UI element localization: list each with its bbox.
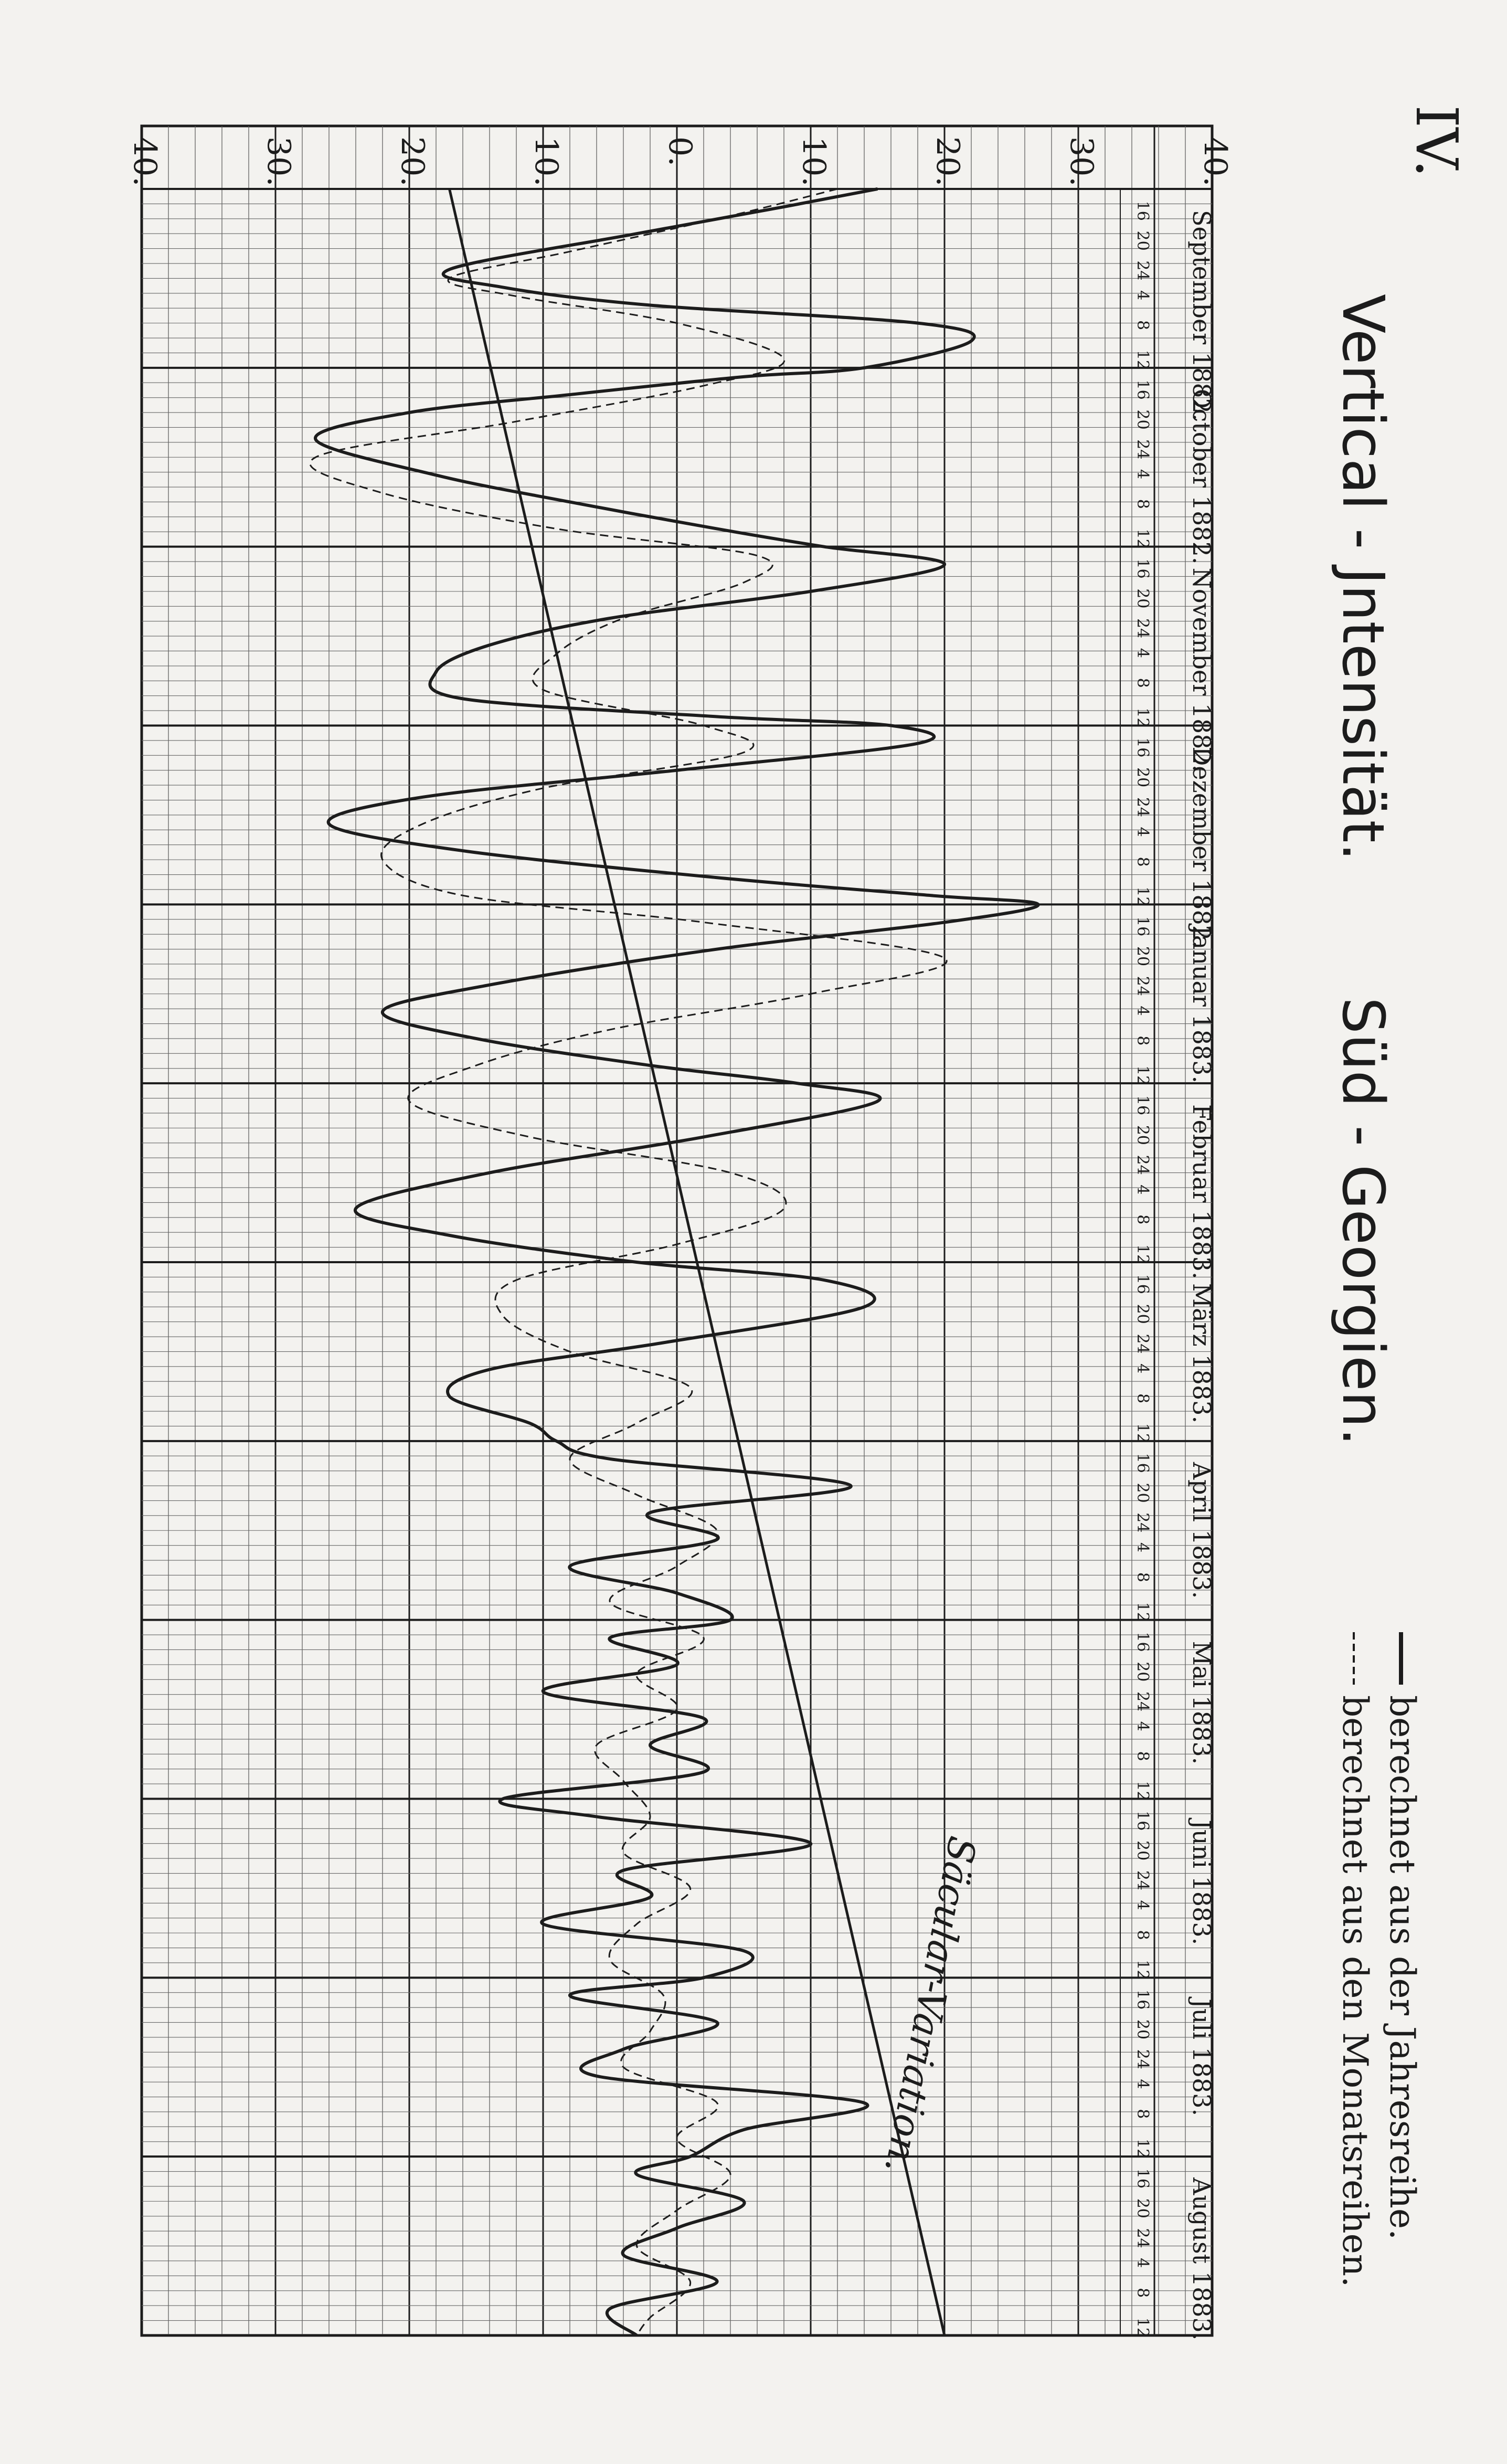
hour-tick-label: 12 (1133, 350, 1152, 370)
hour-tick-label: 24 (1133, 1334, 1152, 1354)
y-tick-label: 30. (260, 136, 297, 187)
hour-tick-label: 24 (1133, 976, 1152, 996)
hour-tick-label: 4 (1133, 1900, 1152, 1910)
hour-tick-label: 20 (1133, 2019, 1152, 2040)
hour-tick-label: 12 (1133, 1065, 1152, 1086)
hour-tick-label: 8 (1133, 1572, 1152, 1582)
hour-tick-label: 12 (1133, 1244, 1152, 1265)
y-tick-label: 30. (1063, 136, 1100, 187)
hour-tick-label: 16 (1133, 1811, 1152, 1831)
hour-tick-label: 12 (1133, 1423, 1152, 1443)
month-label: Dezember 1882. (1187, 746, 1216, 948)
legend (1335, 1632, 1423, 2287)
y-tick-label: 10. (795, 136, 832, 187)
hour-tick-label: 12 (1133, 1781, 1152, 1801)
hour-tick-label: 16 (1133, 1274, 1152, 1294)
station-name: Süd - Georgien. (1330, 997, 1397, 1446)
hour-tick-label: 24 (1133, 1155, 1152, 1175)
hour-tick-label: 16 (1133, 737, 1152, 758)
hour-tick-label: 8 (1133, 678, 1152, 688)
month-label: März 1883. (1187, 1283, 1216, 1424)
month-label: Februar 1883. (1187, 1104, 1216, 1279)
hour-tick-label: 16 (1133, 200, 1152, 221)
hour-tick-label: 24 (1133, 1691, 1152, 1712)
hour-tick-label: 8 (1133, 1751, 1152, 1761)
hour-tick-label: 8 (1133, 2109, 1152, 2119)
hour-tick-label: 4 (1133, 469, 1152, 480)
hour-tick-label: 24 (1133, 618, 1152, 639)
hour-tick-label: 4 (1133, 1363, 1152, 1374)
hour-tick-label: 16 (1133, 558, 1152, 579)
hour-tick-label: 20 (1133, 1841, 1152, 1861)
month-label: October 1882. (1187, 388, 1216, 565)
hour-tick-label: 16 (1133, 1453, 1152, 1473)
hour-tick-labels (1133, 201, 1152, 2338)
chart-title: Vertical - Jntensität. (1330, 294, 1397, 861)
hour-tick-label: 12 (1133, 1960, 1152, 1980)
hour-tick-label: 4 (1133, 827, 1152, 837)
hour-tick-label: 20 (1133, 946, 1152, 967)
hour-tick-label: 16 (1133, 379, 1152, 400)
hour-tick-label: 12 (1133, 707, 1152, 728)
month-label: April 1883. (1187, 1462, 1216, 1599)
hour-tick-label: 20 (1133, 230, 1152, 251)
hour-tick-label: 4 (1133, 1185, 1152, 1195)
y-tick-label: 20. (394, 136, 431, 187)
y-tick-label: 10. (528, 136, 565, 187)
y-tick-labels (126, 136, 1234, 186)
hour-tick-label: 12 (1133, 1602, 1152, 1622)
y-tick-label: 40. (1197, 136, 1234, 187)
hour-tick-label: 8 (1133, 320, 1152, 331)
plate-number: IV. (1403, 105, 1470, 178)
secular-variation-label: Säcular-Variation. (876, 1833, 985, 2177)
month-label: September 1882. (1187, 210, 1216, 421)
hour-tick-label: 20 (1133, 588, 1152, 609)
y-tick-label: 20. (929, 136, 966, 187)
hour-tick-label: 16 (1133, 1095, 1152, 1116)
hour-tick-label: 4 (1133, 1542, 1152, 1553)
hour-tick-label: 20 (1133, 767, 1152, 788)
y-tick-label: 40. (126, 136, 163, 187)
hour-tick-label: 4 (1133, 1006, 1152, 1016)
hour-tick-label: 24 (1133, 2049, 1152, 2069)
month-label: Mai 1883. (1187, 1641, 1216, 1765)
hour-tick-label: 24 (1133, 260, 1152, 281)
hour-tick-label: 8 (1133, 1214, 1152, 1225)
grid (142, 126, 1212, 2335)
y-tick-label: 0. (662, 136, 698, 167)
hour-tick-label: 4 (1133, 2258, 1152, 2268)
hour-tick-label: 24 (1133, 1513, 1152, 1533)
month-label: Juli 1883. (1187, 1998, 1216, 2117)
hour-tick-label: 16 (1133, 2168, 1152, 2189)
month-labels (1187, 210, 1216, 2340)
hour-tick-label: 4 (1133, 648, 1152, 658)
hour-tick-label: 8 (1133, 856, 1152, 867)
legend-label: berechnet aus der Jahresreihe. (1382, 1695, 1423, 2240)
hour-tick-label: 8 (1133, 1035, 1152, 1046)
month-label: Juni 1883. (1187, 1820, 1216, 1945)
hour-tick-label: 16 (1133, 916, 1152, 937)
hour-tick-label: 8 (1133, 1393, 1152, 1404)
hour-tick-label: 24 (1133, 797, 1152, 818)
hour-tick-label: 20 (1133, 1483, 1152, 1503)
hour-tick-label: 20 (1133, 1662, 1152, 1682)
hour-tick-label: 20 (1133, 1125, 1152, 1145)
legend-label: berechnet aus den Monatsreihen. (1335, 1695, 1375, 2288)
hour-tick-label: 24 (1133, 439, 1152, 460)
hour-tick-label: 20 (1133, 1304, 1152, 1324)
hour-tick-label: 8 (1133, 1930, 1152, 1940)
hour-tick-label: 8 (1133, 499, 1152, 509)
month-label: August 1883. (1187, 2177, 1216, 2341)
hour-tick-label: 24 (1133, 2228, 1152, 2248)
hour-tick-label: 20 (1133, 409, 1152, 430)
hour-tick-label: 4 (1133, 2079, 1152, 2089)
hour-tick-label: 20 (1133, 2198, 1152, 2218)
hour-tick-label: 16 (1133, 1632, 1152, 1652)
hour-tick-label: 24 (1133, 1870, 1152, 1891)
hour-tick-label: 12 (1133, 528, 1152, 549)
hour-tick-label: 16 (1133, 1990, 1152, 2010)
hour-tick-label: 12 (1133, 886, 1152, 907)
hour-tick-label: 12 (1133, 2139, 1152, 2159)
hour-tick-label: 4 (1133, 1721, 1152, 1731)
month-label: Januar 1883. (1187, 925, 1216, 1084)
header (1330, 105, 1470, 2287)
hour-tick-label: 8 (1133, 2288, 1152, 2298)
hour-tick-label: 12 (1133, 2317, 1152, 2338)
hour-tick-label: 4 (1133, 290, 1152, 301)
month-label: November 1882. (1187, 567, 1216, 773)
